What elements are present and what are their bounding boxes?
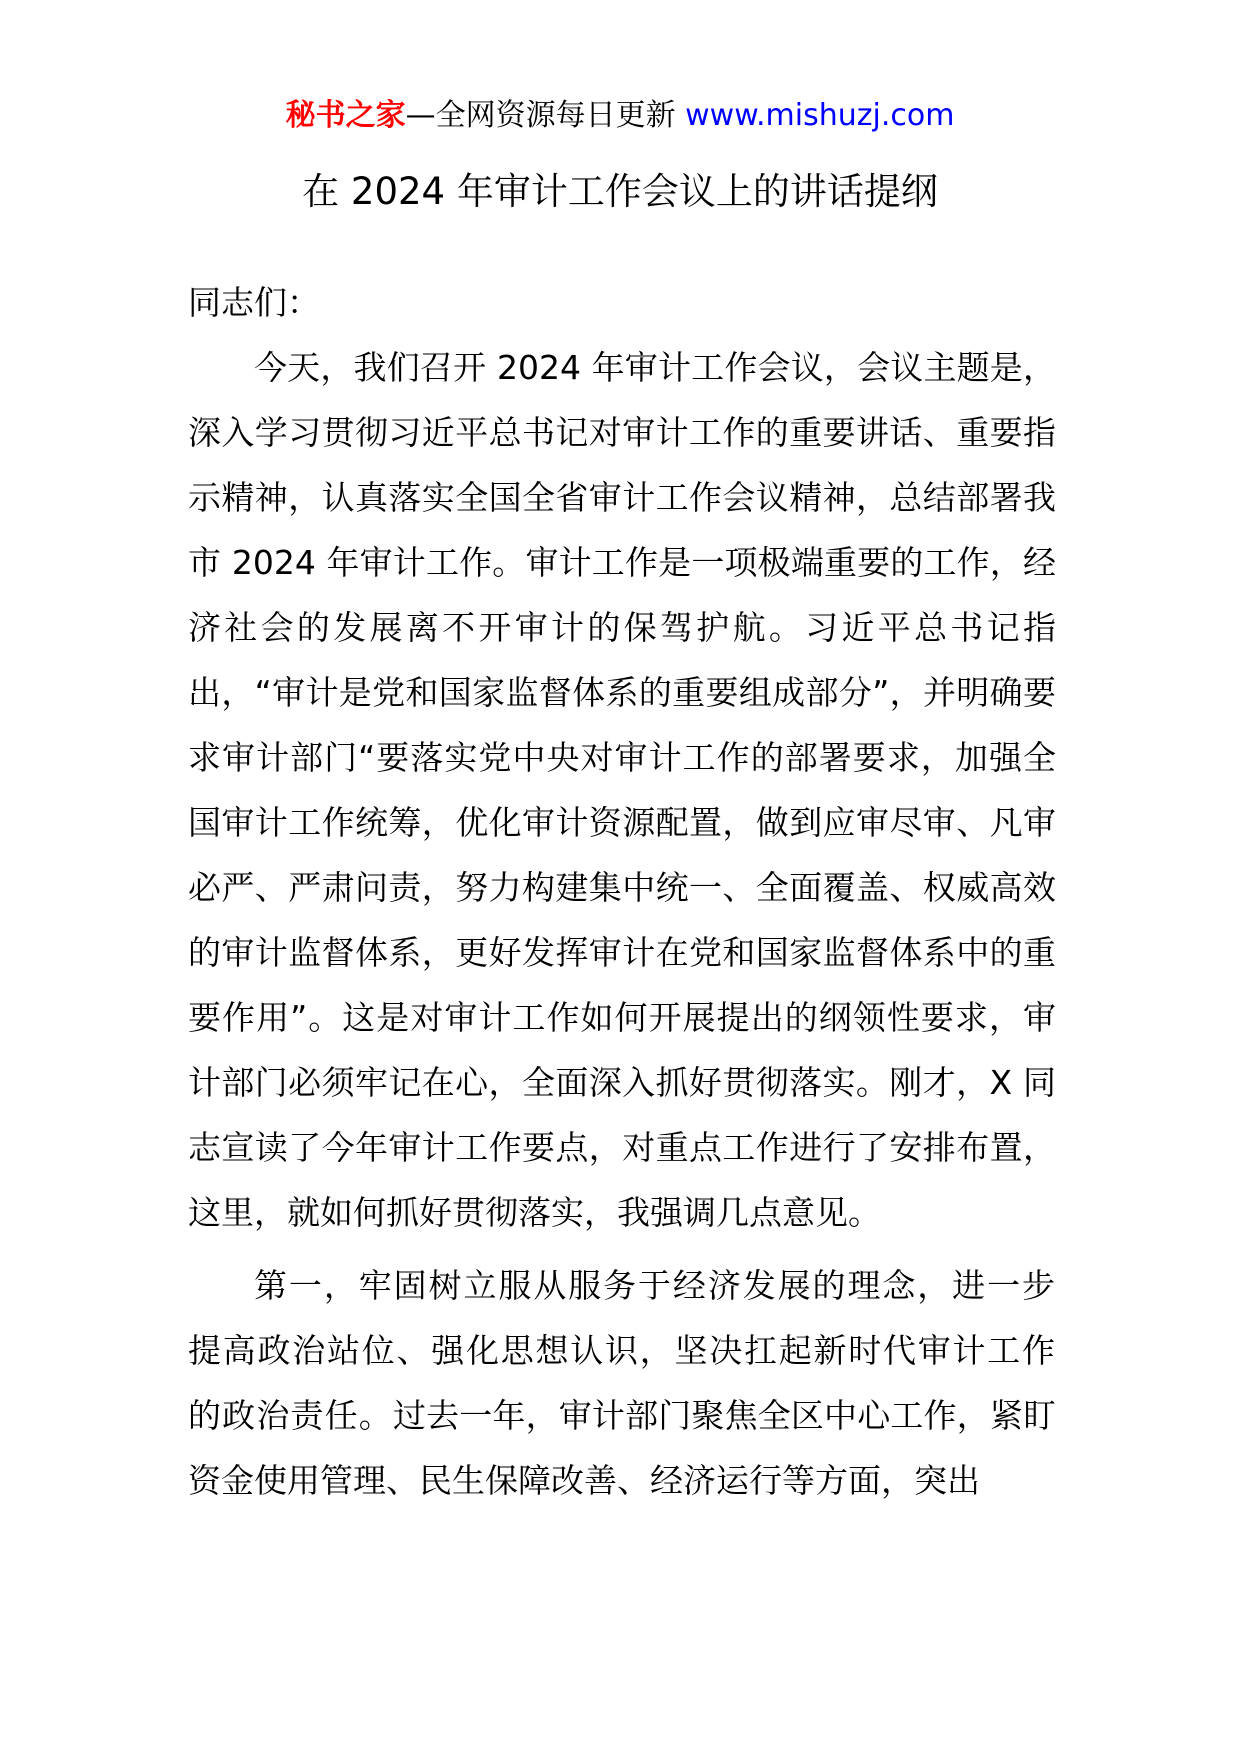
document-body — [188, 270, 1056, 1513]
paragraph-intro: 今天，我们召开 2024 年审计工作会议，会议主题是，深入学习贯彻习近平总书记对审计工作的重要讲话、重要指示精神，认真落实全国全省审计工作会议精神，总结部署我市 2024 年审计工作。审计工作是一项极端重要的工作，经济社会的发展离不开审计的保驾护航。习近平总书记指出，“审计是党和国家监督体系的重要组成部分”，并明确要求审计部门“要落实党中央对审计工作的部署要求，加强全国审计工作统筹，优化审计资源配置，做到应审尽审、凡审必严、严肃问责，努力构建集中统一、全面覆盖、权威高效的审计监督体系，更好发挥审计在党和国家监督体系中的重要作用”。这是对审计工作如何开展提出的纲领性要求，审计部门必须牢记在心，全面深入抓好贯彻落实。刚才，X 同志宣读了今年审计工作要点，对重点工作进行了安排布置，这里，就如何抓好贯彻落实，我强调几点意见。 — [188, 348, 1056, 1232]
site-header — [0, 96, 1240, 136]
site-url-link[interactable]: www.mishuzj.com — [685, 98, 955, 133]
document-title: 在 2024 年审计工作会议上的讲话提纲 — [302, 170, 938, 213]
paragraph-point-1 — [188, 1253, 1056, 1513]
site-tagline: —全网资源每日更新 — [405, 98, 676, 133]
point-1-heading: 第一，牢固树立服从服务于经济发展的理念，进一步提高政治站位、强化思想认识，坚决扛起新时代审计工作的政治责任。 — [188, 1266, 1056, 1435]
site-brand: 秘书之家 — [285, 98, 406, 133]
salutation: 同志们： — [188, 283, 320, 322]
point-1-body: 过去一年，审计部门聚焦全区中心工作，紧盯资金使用管理、民生保障改善、经济运行等方面，突出 — [188, 1396, 1057, 1500]
